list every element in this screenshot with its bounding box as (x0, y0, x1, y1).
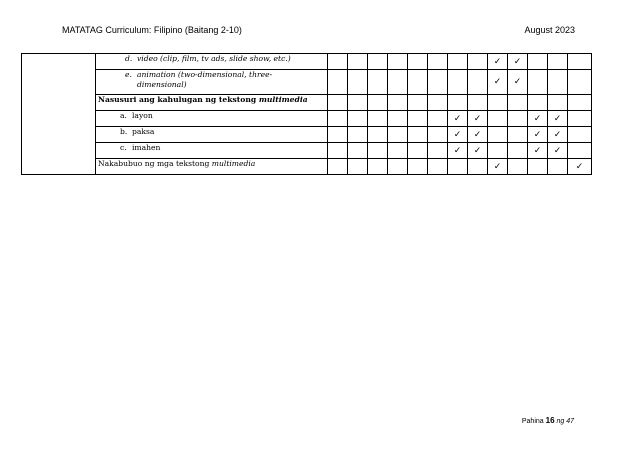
item-letter: d. (125, 54, 133, 63)
empty-cell (328, 70, 348, 95)
check-mark-cell (528, 143, 548, 159)
row-label (96, 54, 328, 70)
empty-cell (528, 54, 548, 70)
table-row (22, 54, 592, 70)
page-number: 16 (545, 416, 555, 425)
empty-cell (328, 143, 348, 159)
empty-cell (488, 143, 508, 159)
checkmark-icon: ✓ (453, 145, 462, 156)
empty-cell (408, 127, 428, 143)
competency-emph: multimedia (258, 95, 308, 104)
checkmark-icon: ✓ (533, 145, 542, 156)
empty-cell (348, 111, 368, 127)
table-row (22, 127, 592, 143)
empty-cell (368, 159, 388, 175)
table-row (22, 159, 592, 175)
footer-prefix: Pahina (521, 418, 546, 425)
empty-cell (348, 95, 368, 111)
empty-cell (508, 127, 528, 143)
empty-cell (428, 95, 448, 111)
empty-cell (428, 111, 448, 127)
empty-cell (388, 54, 408, 70)
empty-cell (388, 159, 408, 175)
checkmark-icon: ✓ (533, 113, 542, 124)
check-mark-cell (508, 70, 528, 95)
row-label (96, 127, 328, 143)
empty-cell (568, 143, 592, 159)
check-mark-cell (548, 111, 568, 127)
checkmark-icon: ✓ (473, 145, 482, 156)
empty-cell (568, 54, 592, 70)
competency-text: Nasusuri ang kahulugan ng tekstong (98, 95, 259, 104)
header-date: August 2023 (524, 25, 575, 35)
check-mark-cell (448, 127, 468, 143)
empty-cell (328, 159, 348, 175)
check-mark-cell (528, 111, 548, 127)
row-label (96, 111, 328, 127)
empty-cell (328, 95, 348, 111)
checkmark-icon: ✓ (493, 161, 502, 172)
check-mark-cell (548, 127, 568, 143)
empty-cell (568, 70, 592, 95)
page-total: ng 47 (554, 418, 574, 425)
empty-cell (468, 95, 488, 111)
empty-cell (388, 143, 408, 159)
empty-cell (548, 54, 568, 70)
empty-cell (388, 95, 408, 111)
empty-cell (488, 127, 508, 143)
item-letter: a. (120, 111, 127, 120)
check-mark-cell (488, 70, 508, 95)
checkmark-icon: ✓ (473, 129, 482, 140)
empty-cell (348, 70, 368, 95)
empty-cell (548, 159, 568, 175)
check-mark-cell (508, 54, 528, 70)
item-text: layon (132, 111, 153, 120)
checkmark-icon: ✓ (493, 56, 502, 67)
empty-cell (368, 54, 388, 70)
competency-text: Nakabubuo ng mga tekstong (98, 159, 212, 168)
empty-cell (408, 159, 428, 175)
check-mark-cell (468, 143, 488, 159)
empty-cell (368, 70, 388, 95)
check-mark-cell (548, 143, 568, 159)
checkmark-icon: ✓ (513, 56, 522, 67)
empty-cell (508, 95, 528, 111)
competency-emph: multimedia (211, 159, 256, 168)
empty-cell (408, 95, 428, 111)
empty-cell (448, 95, 468, 111)
empty-cell (528, 95, 548, 111)
empty-cell (368, 127, 388, 143)
item-letter: c. (120, 143, 127, 152)
empty-cell (388, 111, 408, 127)
empty-cell (548, 95, 568, 111)
empty-cell (488, 95, 508, 111)
empty-cell (568, 95, 592, 111)
check-mark-cell (488, 54, 508, 70)
empty-cell (508, 111, 528, 127)
checkmark-icon: ✓ (453, 129, 462, 140)
empty-cell (368, 143, 388, 159)
item-text: video (clip, film, tv ads, slide show, etc.) (137, 54, 291, 63)
empty-cell (408, 54, 428, 70)
empty-cell (388, 70, 408, 95)
table-row (22, 70, 592, 95)
table-row (22, 95, 592, 111)
empty-cell (348, 54, 368, 70)
row-label (96, 95, 328, 111)
empty-cell (368, 95, 388, 111)
check-mark-cell (488, 159, 508, 175)
empty-cell (348, 159, 368, 175)
header-curriculum-title: MATATAG Curriculum: Filipino (Baitang 2-10) (62, 25, 242, 35)
empty-cell (408, 143, 428, 159)
item-text: paksa (132, 127, 155, 136)
checkmark-icon: ✓ (473, 113, 482, 124)
empty-cell (528, 70, 548, 95)
empty-cell (428, 127, 448, 143)
item-text: imahen (132, 143, 161, 152)
check-mark-cell (468, 127, 488, 143)
checkmark-icon: ✓ (493, 77, 502, 87)
check-mark-cell (468, 111, 488, 127)
empty-cell (328, 111, 348, 127)
empty-cell (448, 54, 468, 70)
page-footer (522, 416, 574, 425)
check-mark-cell (528, 127, 548, 143)
empty-cell (428, 143, 448, 159)
empty-cell (408, 70, 428, 95)
merged-label-cell (22, 54, 96, 175)
empty-cell (328, 127, 348, 143)
item-text-continued: dimensional) (137, 80, 187, 89)
empty-cell (428, 159, 448, 175)
empty-cell (528, 159, 548, 175)
empty-cell (568, 111, 592, 127)
checkmark-icon: ✓ (533, 129, 542, 140)
checkmark-icon: ✓ (575, 161, 584, 172)
empty-cell (548, 70, 568, 95)
check-mark-cell (568, 159, 592, 175)
empty-cell (488, 111, 508, 127)
empty-cell (568, 127, 592, 143)
item-letter: e. (125, 70, 132, 79)
curriculum-table (21, 53, 592, 175)
empty-cell (348, 127, 368, 143)
row-label (96, 143, 328, 159)
empty-cell (508, 143, 528, 159)
empty-cell (428, 70, 448, 95)
table-row (22, 143, 592, 159)
empty-cell (468, 54, 488, 70)
empty-cell (468, 70, 488, 95)
empty-cell (348, 143, 368, 159)
empty-cell (508, 159, 528, 175)
item-text: animation (two-dimensional, three- (137, 70, 273, 79)
check-mark-cell (448, 143, 468, 159)
checkmark-icon: ✓ (553, 145, 562, 156)
checkmark-icon: ✓ (513, 77, 522, 87)
check-mark-cell (448, 111, 468, 127)
empty-cell (448, 70, 468, 95)
row-label (96, 159, 328, 175)
empty-cell (408, 111, 428, 127)
empty-cell (448, 159, 468, 175)
item-letter: b. (120, 127, 128, 136)
row-label (96, 70, 328, 95)
checkmark-icon: ✓ (553, 129, 562, 140)
checkmark-icon: ✓ (453, 113, 462, 124)
checkmark-icon: ✓ (553, 113, 562, 124)
table-row (22, 111, 592, 127)
empty-cell (388, 127, 408, 143)
empty-cell (328, 54, 348, 70)
empty-cell (428, 54, 448, 70)
empty-cell (468, 159, 488, 175)
empty-cell (368, 111, 388, 127)
